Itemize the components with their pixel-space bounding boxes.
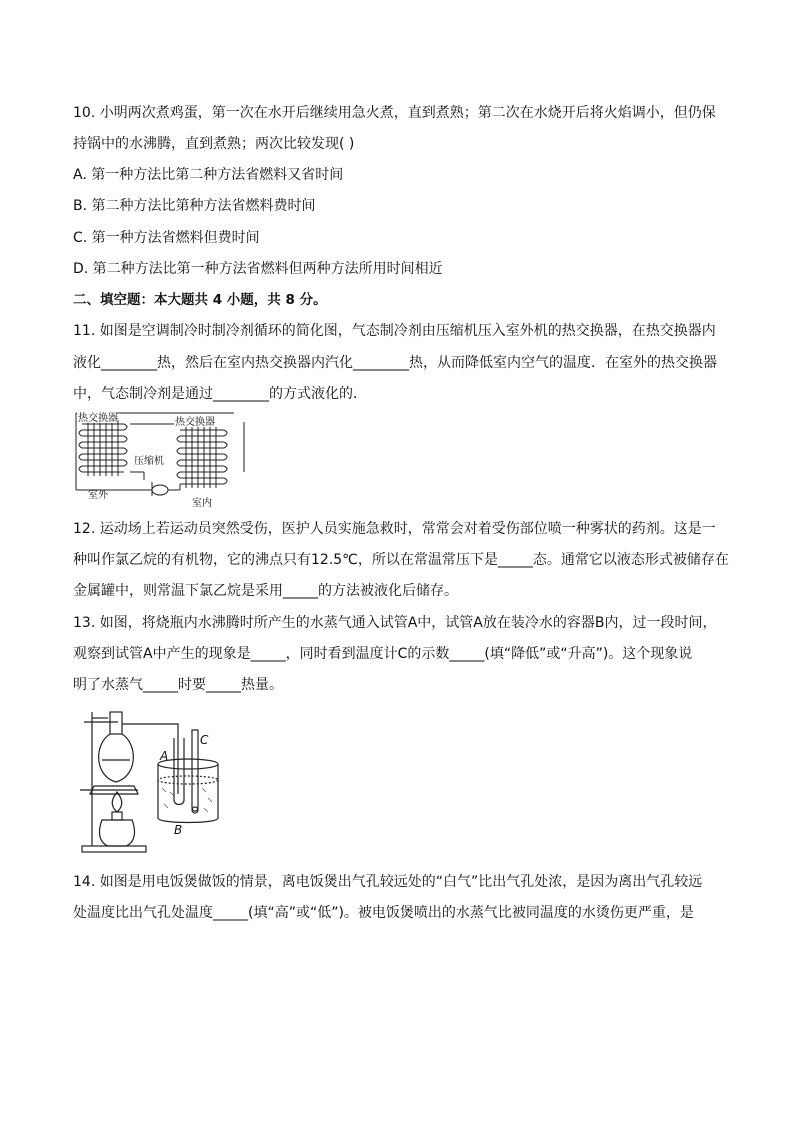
q11-line-2: 液化________热，然后在室内热交换器内汽化________热，从而降低室内空气的温度．在室外的热交换器 [73, 355, 717, 371]
label-right-exchanger: 热交换器 [175, 417, 215, 428]
section-heading: 二、填空题：本大题共 4 小题，共 8 分。 [73, 292, 327, 308]
q10-option-c: C. 第一种方法省燃料但费时间 [73, 230, 260, 246]
q10-option-b: B. 第二种方法比第种方法省燃料费时间 [73, 198, 316, 214]
q14-line-1: 14. 如图是用电饭煲做饭的情景，离电饭煲出气孔较远处的“白气”比出气孔处浓，是因为离出气孔较远 [73, 874, 703, 890]
label-outdoor: 室外 [88, 490, 108, 501]
q13-line-2: 观察到试管A中产生的现象是_____，同时看到温度计C的示数_____(填“降低”或“升高”)。这个现象说 [73, 646, 693, 662]
steam-condensation-apparatus [78, 708, 228, 858]
q10-option-a: A. 第一种方法比第二种方法省燃料又省时间 [73, 167, 344, 183]
q12-line-2: 种叫作氯乙烷的有机物，它的沸点只有12.5℃，所以在常温常压下是_____态。通常它以液态形式被储存在 [73, 552, 729, 568]
label-test-tube-a: A [160, 749, 169, 763]
label-indoor: 室内 [192, 498, 212, 509]
label-compressor: 压缩机 [134, 456, 164, 467]
ac-refrigeration-diagram [74, 410, 260, 510]
q12-line-1: 12. 运动场上若运动员突然受伤，医护人员实施急救时，常常会对着受伤部位喷一种雾状的药剂。这是一 [73, 521, 716, 537]
q10-option-d: D. 第二种方法比第一种方法省燃料但两种方法所用时间相近 [73, 261, 443, 277]
q14-line-2: 处温度比出气孔处温度_____(填“高”或“低”)。被电饭煲喷出的水蒸气比被同温度的水烫伤更严重，是 [73, 905, 694, 921]
q10-line-2: 持锅中的水沸腾，直到煮熟；两次比较发现( ) [73, 136, 355, 152]
q13-line-1: 13. 如图，将烧瓶内水沸腾时所产生的水蒸气通入试管A中，试管A放在装冷水的容器B内，过一段时间， [73, 615, 717, 631]
q12-line-3: 金属罐中，则常温下氯乙烷是采用_____的方法被液化后储存。 [73, 583, 458, 599]
q11-line-1: 11. 如图是空调制冷时制冷剂循环的简化图，气态制冷剂由压缩机压入室外机的热交换器，在热交换器内 [73, 323, 716, 339]
q11-line-3: 中，气态制冷剂是通过________的方式液化的． [73, 386, 367, 402]
label-left-exchanger: 热交换器 [78, 413, 118, 424]
q10-line-1: 10. 小明两次煮鸡蛋，第一次在水开后继续用急火煮，直到煮熟；第二次在水烧开后将火焰调小，但仍保 [73, 105, 716, 121]
label-container-b: B [174, 823, 183, 837]
q13-line-3: 明了水蒸气_____时要_____热量。 [73, 677, 283, 693]
label-thermometer-c: C [200, 733, 209, 747]
